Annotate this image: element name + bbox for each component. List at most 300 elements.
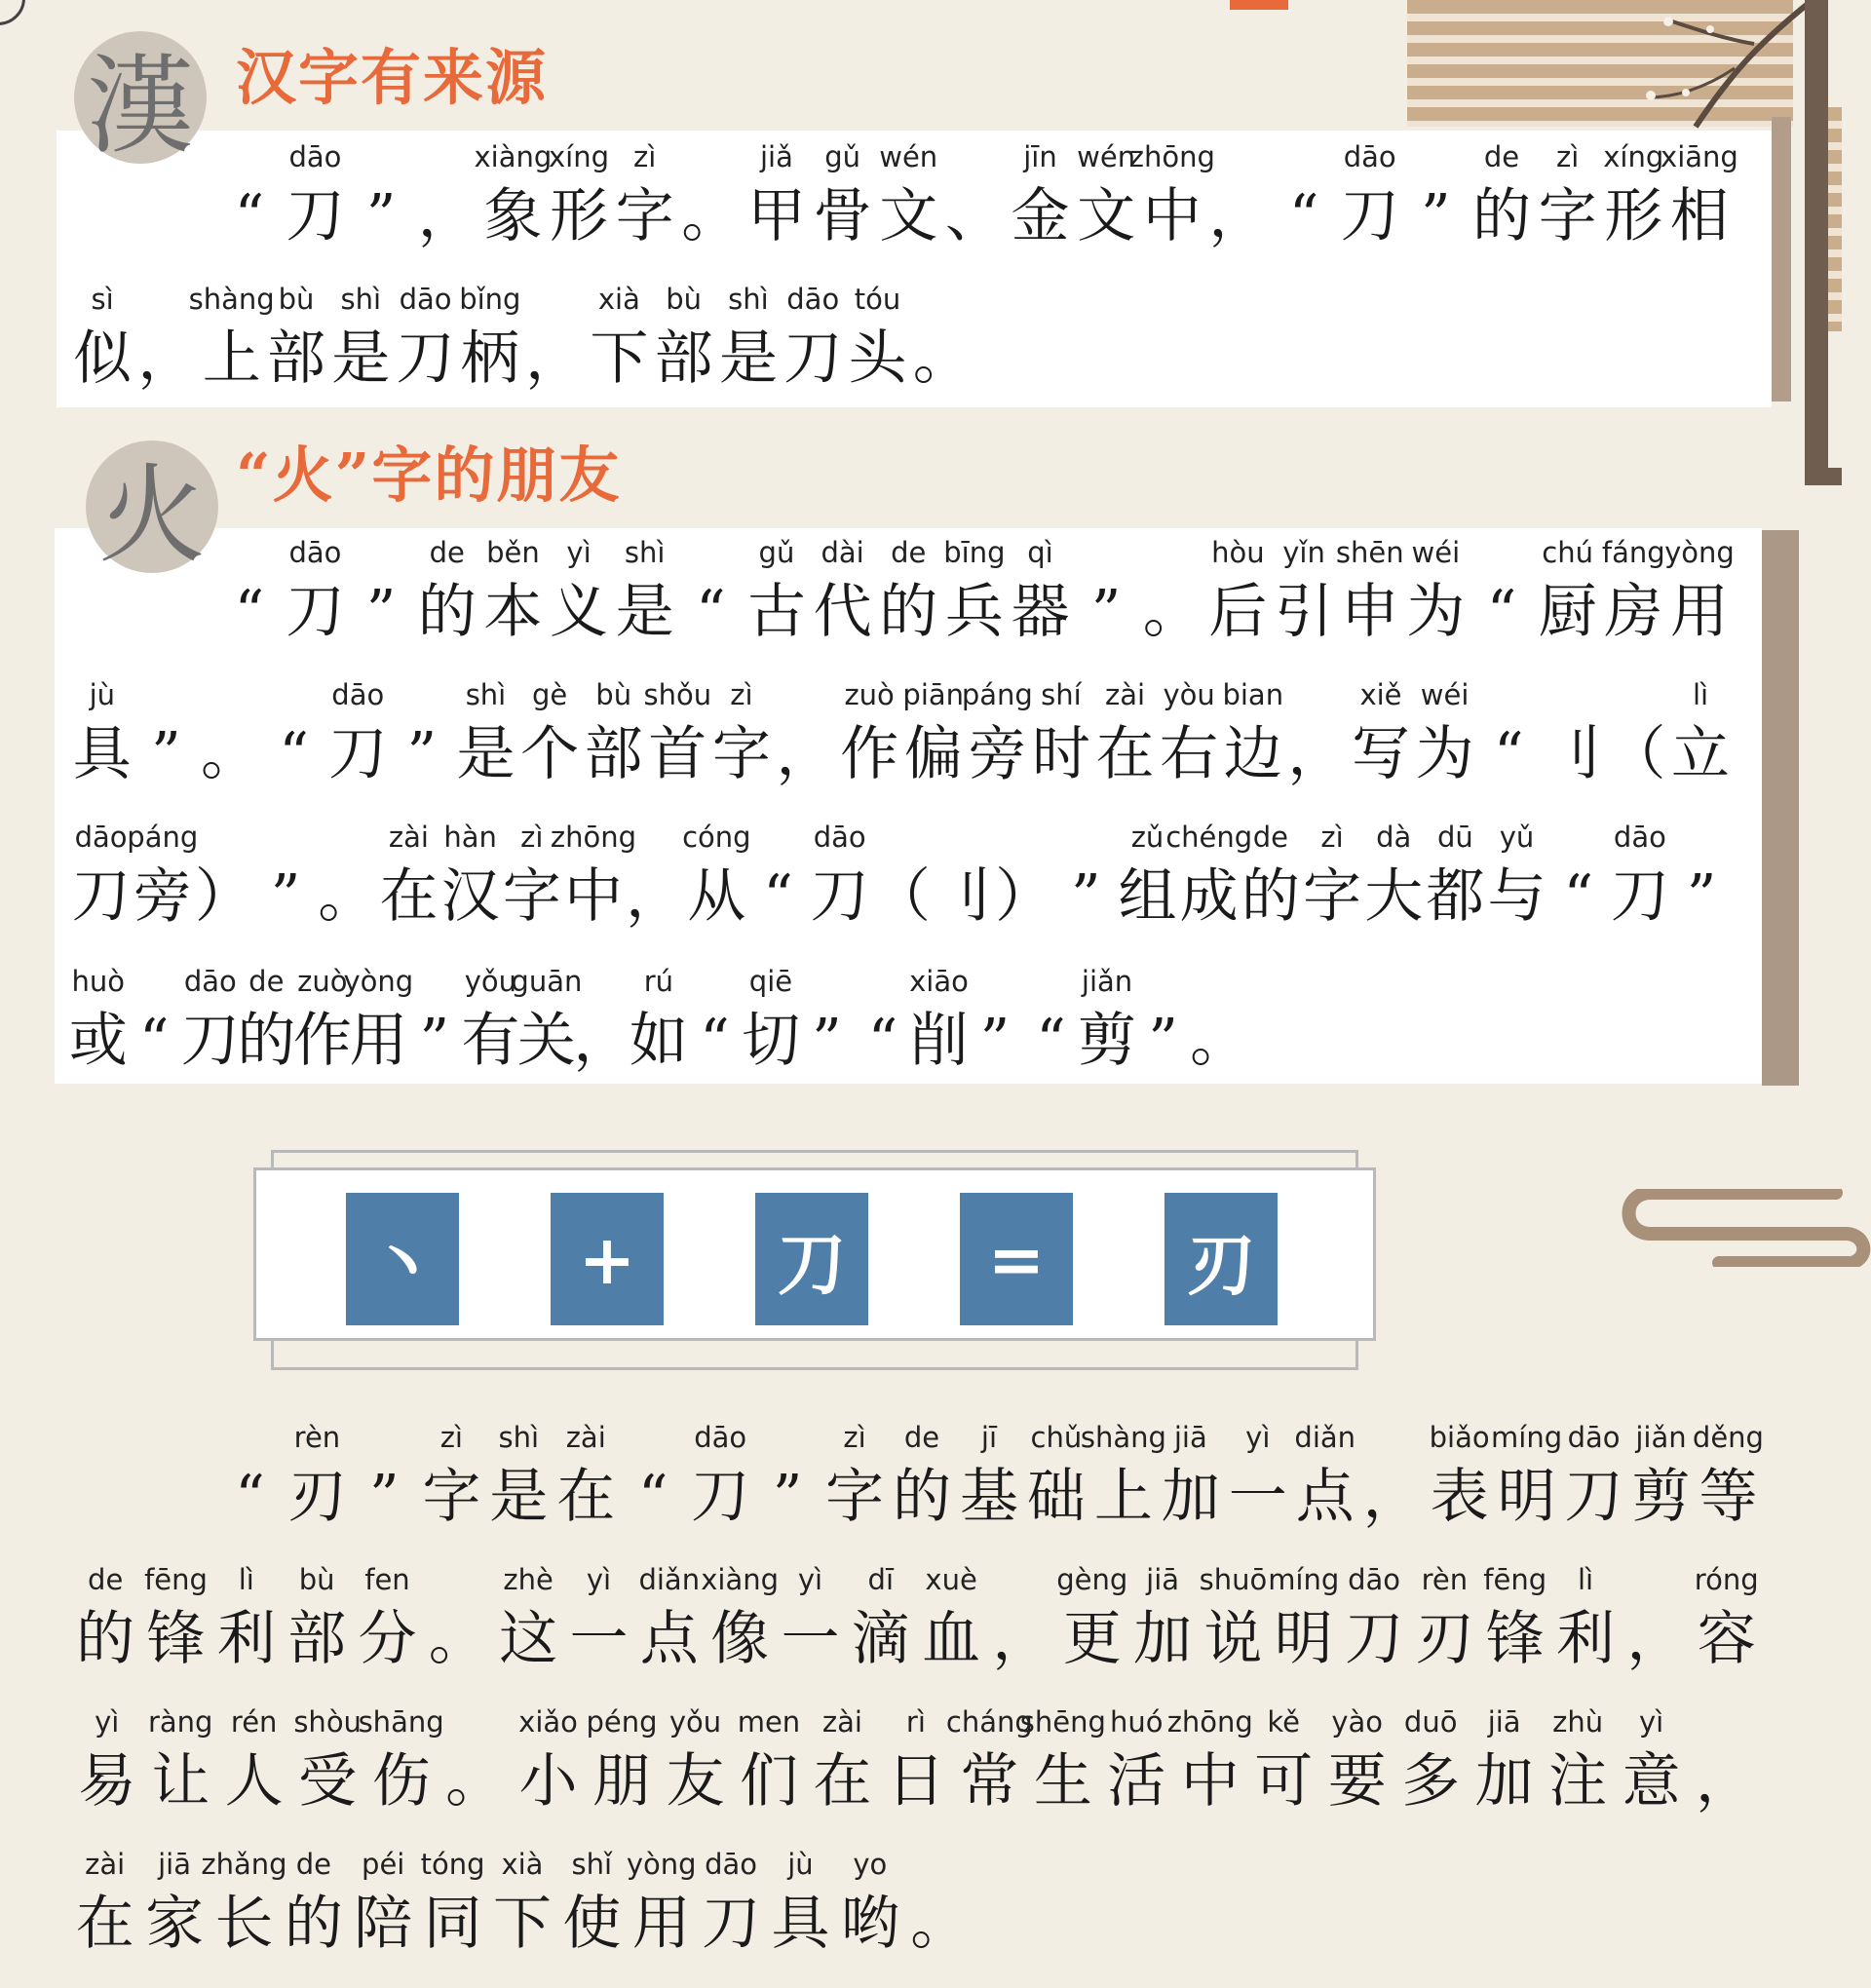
pinyin: shí	[1041, 678, 1082, 711]
pinyin: dāo	[183, 965, 237, 998]
hanzi: 使	[562, 1890, 622, 1958]
pinyin: chú	[1542, 536, 1593, 569]
pinyin: de	[903, 1421, 940, 1454]
ruby-char	[211, 1561, 282, 1680]
ruby-char	[139, 1846, 209, 1965]
ruby-char	[932, 819, 993, 937]
hanzi: 古	[746, 578, 806, 646]
hanzi: 有	[461, 1007, 520, 1075]
ruby-char	[766, 1846, 835, 1965]
hanzi: 的	[879, 578, 938, 646]
pinyin: xiě	[1359, 678, 1402, 711]
ruby-char	[1476, 676, 1541, 795]
ruby-char	[217, 1703, 290, 1822]
ruby-char	[255, 819, 317, 937]
ruby-char	[911, 963, 968, 1082]
hanzi: 柄	[460, 325, 519, 393]
pinyin: rèn	[1421, 1563, 1469, 1596]
hanzi: 的	[1471, 182, 1531, 250]
pinyin: de	[1483, 140, 1520, 173]
ruby-char	[781, 281, 845, 400]
hanzi: 的	[237, 1007, 296, 1075]
pinyin: rú	[643, 965, 674, 998]
ruby-char	[546, 534, 612, 653]
ruby-char	[70, 676, 134, 795]
ruby-char	[262, 676, 326, 795]
hanzi: 中	[1142, 182, 1202, 250]
pinyin: dū	[1436, 821, 1473, 854]
ruby-char	[414, 534, 480, 653]
hanzi: 字	[422, 1463, 481, 1531]
hanzi: 上	[1093, 1463, 1153, 1531]
ruby-char	[393, 281, 457, 400]
pinyin: wén	[879, 140, 938, 173]
ruby-char	[1247, 1703, 1320, 1822]
hanzi: 友	[666, 1747, 725, 1816]
hanzi: 加	[1133, 1605, 1193, 1673]
ruby-char	[1363, 819, 1425, 937]
hanzi: 利	[1556, 1605, 1616, 1673]
hanzi: 刂	[1543, 720, 1602, 788]
hanzi: 刀	[328, 720, 388, 788]
ruby-char	[487, 1846, 556, 1965]
ruby-char	[283, 534, 349, 653]
pinyin: wéi	[1411, 536, 1461, 569]
pinyin: diǎn	[1294, 1421, 1356, 1454]
pinyin: páng	[127, 821, 199, 854]
hanzi: 利	[216, 1605, 276, 1673]
pinyin: tóng	[420, 1848, 485, 1881]
ruby-char	[659, 1703, 732, 1822]
pinyin: shòu	[293, 1705, 362, 1739]
pinyin: yǒu	[464, 965, 517, 998]
pinyin: yǔ	[1499, 821, 1535, 854]
hanzi: 字	[1538, 182, 1597, 250]
pinyin: zǔ	[1130, 821, 1165, 854]
hanzi: 汉	[440, 862, 500, 931]
hanzi: ，	[1362, 1463, 1422, 1531]
pinyin: yòng	[626, 1848, 697, 1881]
hanzi: 长	[214, 1890, 274, 1958]
ruby-char	[418, 1846, 487, 1965]
ruby-char	[317, 819, 378, 937]
hanzi: 刀	[1564, 1463, 1623, 1531]
hanzi: 形	[1604, 182, 1663, 250]
ruby-char	[414, 138, 480, 257]
ruby-char	[643, 676, 712, 795]
hanzi: 刀	[180, 1007, 240, 1075]
ruby-char	[677, 138, 744, 257]
ruby-char	[1541, 676, 1605, 795]
ruby-char	[1019, 1703, 1106, 1822]
hanzi: 是	[456, 720, 515, 788]
hanzi: 们	[739, 1747, 798, 1816]
pinyin: jù	[89, 678, 116, 711]
hanzi: 个	[520, 720, 580, 788]
ruby-char	[1627, 1419, 1695, 1538]
hanzi: 一	[569, 1605, 629, 1673]
ruby-char	[328, 281, 393, 400]
ruby-char	[1301, 819, 1362, 937]
pinyin: shì	[465, 678, 507, 711]
hanzi: 在	[1095, 720, 1155, 788]
ruby-char	[198, 676, 262, 795]
pinyin: qì	[1027, 536, 1053, 569]
hanzi: 都	[1426, 862, 1485, 931]
ruby-char	[140, 1561, 210, 1680]
hanzi: 房	[1604, 578, 1663, 646]
pinyin: dāo	[288, 536, 342, 569]
hanzi: 刀	[1610, 862, 1669, 931]
hanzi: “	[235, 1463, 265, 1531]
ruby-char	[378, 819, 439, 937]
ruby-char	[837, 676, 901, 795]
ruby-char	[294, 963, 351, 1082]
ruby-char	[986, 1561, 1056, 1680]
pinyin: xiāng	[1661, 140, 1738, 173]
hanzi: 下	[590, 325, 649, 393]
ruby-char	[458, 281, 522, 400]
hanzi: ”	[369, 1463, 400, 1531]
hanzi: 甲	[746, 182, 806, 250]
hanzi: “	[1563, 862, 1594, 931]
pinyin: dāo	[1567, 1421, 1621, 1454]
corner-ring-decoration	[0, 0, 25, 25]
ruby-char	[835, 1846, 904, 1965]
pinyin: hòu	[1211, 536, 1265, 569]
cloud-decoration	[1622, 1189, 1871, 1267]
ruby-char	[216, 534, 283, 653]
ruby-char	[352, 1561, 422, 1680]
pinyin: xuè	[925, 1563, 977, 1596]
ruby-char	[1166, 1703, 1253, 1822]
pinyin: lì	[238, 1563, 254, 1596]
hanzi: 刀	[286, 578, 345, 646]
ruby-char	[279, 1846, 348, 1965]
pinyin: huó	[1110, 1705, 1164, 1739]
pinyin: zài	[565, 1421, 606, 1454]
pinyin: guān	[511, 965, 583, 998]
hanzi: 加	[1474, 1747, 1534, 1816]
hanzi: 旁	[968, 720, 1027, 788]
ruby-char	[889, 1419, 956, 1538]
ruby-char	[916, 1561, 986, 1680]
hanzi: “	[279, 720, 309, 788]
pinyin: zuò	[844, 678, 895, 711]
hanzi: 具	[72, 720, 132, 788]
pinyin: bù	[666, 283, 703, 316]
ruby-char	[585, 1703, 658, 1822]
hanzi: 的	[893, 1463, 951, 1531]
ruby-char	[941, 138, 1008, 257]
ruby-char	[1535, 534, 1601, 653]
ruby-char	[1221, 676, 1285, 795]
pinyin: yì	[586, 1563, 612, 1596]
hanzi: 像	[710, 1605, 770, 1673]
ruby-char	[348, 138, 414, 257]
pinyin: de	[891, 536, 927, 569]
hanzi: 相	[1669, 182, 1729, 250]
pinyin: hàn	[443, 821, 497, 854]
pinyin: ràng	[147, 1705, 213, 1739]
ruby-char	[1413, 676, 1477, 795]
pinyin: páng	[961, 678, 1033, 711]
pinyin: shēng	[1019, 1705, 1106, 1739]
ruby-char	[687, 1419, 754, 1538]
ruby-char	[1426, 1419, 1493, 1538]
hanzi: 后	[1208, 578, 1268, 646]
pinyin: lì	[1577, 1563, 1594, 1596]
ruby-char	[283, 138, 349, 257]
pinyin: jiā	[158, 1848, 191, 1881]
ruby-char	[216, 138, 283, 257]
hanzi: 的	[284, 1890, 343, 1958]
hanzi: 似	[73, 325, 133, 393]
hanzi: ”	[365, 182, 397, 250]
ruby-char	[1469, 138, 1535, 257]
pinyin: jù	[787, 1848, 814, 1881]
pinyin: jiǎ	[760, 140, 793, 173]
hanzi: 容	[1697, 1605, 1756, 1673]
hanzi: 日	[886, 1747, 945, 1816]
ruby-char	[677, 534, 744, 653]
hanzi: ”	[365, 578, 397, 646]
hanzi: “	[1288, 182, 1319, 250]
seal-icon	[86, 440, 218, 578]
hanzi: 旁	[133, 862, 192, 931]
hanzi: ”	[812, 1007, 842, 1075]
hanzi: 兵	[944, 578, 1004, 646]
pinyin: míng	[1268, 1563, 1340, 1596]
pinyin: zhōng	[1166, 1705, 1253, 1739]
ruby-char	[875, 534, 941, 653]
ruby-char	[511, 963, 583, 1082]
pinyin: gèng	[1056, 1563, 1128, 1596]
hanzi: 字	[502, 862, 561, 931]
ruby-char	[1205, 138, 1272, 257]
ruby-char	[1079, 963, 1135, 1082]
pinyin: diǎn	[638, 1563, 701, 1596]
hanzi: 中	[563, 862, 623, 931]
hanzi: “	[637, 1463, 668, 1531]
pinyin: xíng	[549, 140, 610, 173]
hanzi: 一	[1228, 1463, 1287, 1531]
hanzi: 部	[584, 720, 643, 788]
ruby-char	[557, 1846, 627, 1965]
ruby-char	[1029, 676, 1093, 795]
ruby-char	[1339, 1561, 1409, 1680]
hanzi: 用	[1669, 578, 1729, 646]
pinyin: jiǎn	[1635, 1421, 1687, 1454]
pinyin: gè	[531, 678, 568, 711]
pinyin: men	[737, 1705, 801, 1739]
pinyin: zài	[85, 1848, 126, 1881]
hanzi: 部	[266, 325, 325, 393]
pinyin: zì	[1555, 140, 1580, 173]
hanzi: （	[1607, 720, 1666, 788]
ruby-char	[201, 1846, 287, 1965]
ruby-char	[630, 963, 687, 1082]
hanzi: 切	[741, 1007, 800, 1075]
ruby-char	[1535, 138, 1601, 257]
ruby-char	[687, 963, 744, 1082]
ruby-char	[634, 1561, 705, 1680]
ruby-char	[1491, 1419, 1563, 1538]
ruby-char	[493, 1561, 563, 1680]
hanzi: 等	[1699, 1463, 1758, 1531]
hanzi: 剪	[1631, 1463, 1691, 1531]
pinyin: zì	[1320, 821, 1344, 854]
hanzi: 字	[825, 1463, 885, 1531]
hanzi: 为	[1406, 578, 1466, 646]
hanzi: 关	[516, 1007, 576, 1075]
hanzi: ，	[1696, 1747, 1755, 1816]
hanzi: 、	[944, 182, 1004, 250]
pinyin: cháng	[945, 1705, 1033, 1739]
pinyin: jīn	[1023, 140, 1057, 173]
hanzi: 。	[912, 325, 972, 393]
pinyin: xià	[501, 1848, 544, 1881]
hanzi: 剪	[1078, 1007, 1137, 1075]
pinyin: bù	[298, 1563, 335, 1596]
hanzi: 同	[423, 1890, 482, 1958]
ruby-char	[743, 963, 799, 1082]
hanzi: ”	[1686, 862, 1717, 931]
ruby-char	[1139, 534, 1205, 653]
pinyin: míng	[1491, 1421, 1563, 1454]
pinyin: fēng	[144, 1563, 208, 1596]
ruby-char	[70, 963, 127, 1082]
hanzi: 刀	[702, 1890, 761, 1958]
hanzi: 文	[879, 182, 938, 250]
ruby-char	[546, 138, 612, 257]
hanzi: 金	[1011, 182, 1070, 250]
pinyin: bīng	[943, 536, 1006, 569]
hanzi: 义	[550, 578, 609, 646]
text-line	[70, 963, 1247, 1082]
ruby-char	[1100, 1703, 1173, 1822]
ruby-char	[143, 1703, 216, 1822]
hanzi: 在	[379, 862, 439, 931]
ruby-char	[1425, 819, 1486, 937]
section-title: 汉字有来源	[236, 42, 549, 113]
hanzi: 申	[1340, 578, 1399, 646]
hanzi: ，	[417, 182, 477, 250]
hanzi: 活	[1107, 1747, 1166, 1816]
ruby-char	[70, 819, 132, 937]
ruby-char	[625, 819, 686, 937]
pinyin: dài	[821, 536, 864, 569]
hanzi: 哟	[840, 1890, 899, 1958]
hanzi: 字	[615, 182, 674, 250]
ruby-char	[612, 138, 678, 257]
pinyin: de	[429, 536, 465, 569]
hanzi: 滴	[851, 1605, 910, 1673]
ruby-char	[70, 1846, 139, 1965]
pinyin: bù	[278, 283, 315, 316]
ruby-char	[1165, 819, 1253, 937]
hanzi: 础	[1026, 1463, 1086, 1531]
hanzi: 是	[489, 1463, 549, 1531]
ruby-char	[1358, 1419, 1426, 1538]
pinyin: děng	[1692, 1421, 1764, 1454]
hanzi: 刃	[287, 1463, 347, 1531]
hanzi: 陪	[354, 1890, 413, 1958]
pinyin: fen	[364, 1563, 410, 1596]
ruby-char	[754, 1419, 821, 1538]
pinyin: zhōng	[550, 821, 637, 854]
pinyin: shǒu	[643, 678, 712, 711]
ruby-char	[1269, 1561, 1339, 1680]
ruby-char	[550, 819, 637, 937]
ruby-char	[70, 1703, 143, 1822]
pinyin: shàng	[1080, 1421, 1166, 1454]
hanzi: 作	[840, 720, 899, 788]
pinyin: zuò	[297, 965, 348, 998]
ruby-char	[1670, 819, 1732, 937]
ruby-char	[1157, 1419, 1224, 1538]
pinyin: sì	[91, 283, 114, 316]
formula-tile: +	[551, 1193, 664, 1325]
ruby-char	[239, 963, 295, 1082]
ruby-char	[1157, 676, 1221, 795]
ruby-char	[406, 963, 463, 1082]
pinyin: shì	[728, 283, 769, 316]
hanzi: 刀	[1345, 1605, 1404, 1673]
hanzi: 。	[910, 1890, 970, 1958]
pinyin: zhù	[1552, 1705, 1604, 1739]
pinyin: xià	[597, 283, 640, 316]
pinyin: yǐn	[1282, 536, 1325, 569]
pinyin: qiē	[748, 965, 793, 998]
hanzi: 这	[499, 1605, 558, 1673]
pinyin: jiā	[1146, 1563, 1180, 1596]
hanzi: 象	[483, 182, 543, 250]
ruby-char	[716, 281, 781, 400]
hanzi: 。	[1190, 1007, 1249, 1075]
ruby-char	[1057, 1561, 1127, 1680]
text-line	[70, 1561, 1762, 1680]
hanzi: 用	[349, 1007, 408, 1075]
hanzi: 从	[687, 862, 746, 931]
hanzi: 刀	[1340, 182, 1399, 250]
pinyin: zài	[388, 821, 429, 854]
seal-glyph: 火	[98, 453, 206, 578]
hanzi: ”	[979, 1007, 1011, 1075]
pinyin: de	[88, 1563, 124, 1596]
hanzi: 血	[922, 1605, 981, 1673]
pinyin: dāo	[288, 140, 342, 173]
hanzi: 本	[483, 578, 543, 646]
ruby-char	[423, 1561, 493, 1680]
hanzi: 刀	[396, 325, 455, 393]
ruby-char	[439, 819, 501, 937]
ruby-char	[1668, 676, 1733, 795]
hanzi: 刀	[810, 862, 869, 931]
hanzi: 在	[813, 1747, 872, 1816]
hanzi: “	[1486, 578, 1517, 646]
hanzi: 更	[1062, 1605, 1122, 1673]
hanzi: 大	[1364, 862, 1424, 931]
ruby-char	[343, 963, 414, 1082]
pinyin: dāo	[1348, 1563, 1401, 1596]
ruby-char	[806, 1703, 879, 1822]
pinyin: yì	[566, 536, 592, 569]
hanzi: 代	[813, 578, 872, 646]
hanzi: 。	[681, 182, 741, 250]
pinyin: bù	[595, 678, 632, 711]
hanzi: 厨	[1538, 578, 1597, 646]
